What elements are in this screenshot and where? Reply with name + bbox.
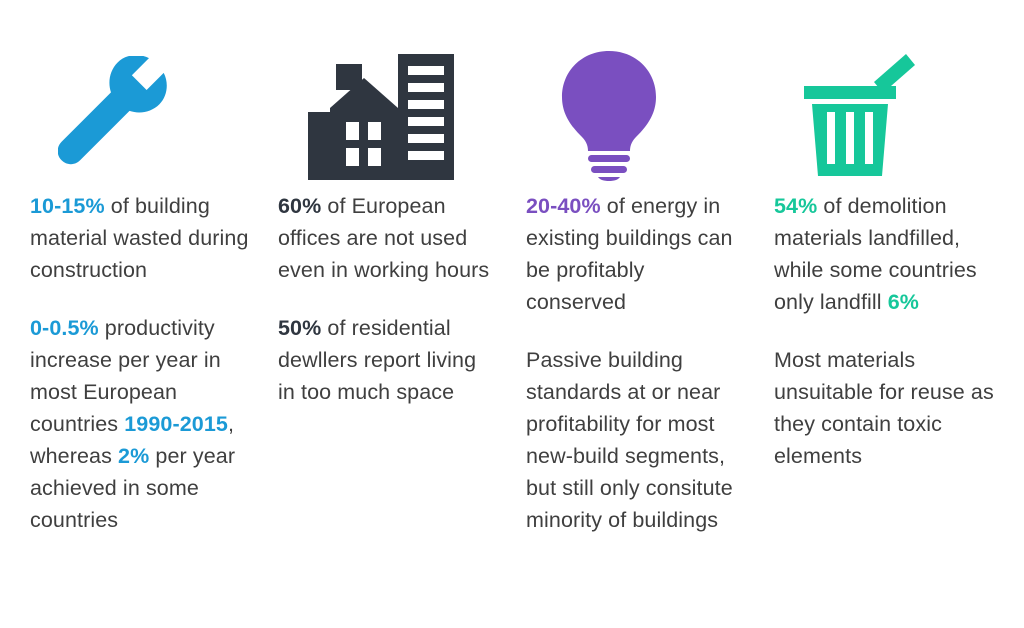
buildings-icon — [306, 50, 456, 180]
wrench-icon — [58, 56, 184, 174]
stat-body: of demolition materials landfilled, while some countries only landfill — [774, 194, 977, 314]
stat-text — [278, 190, 498, 286]
stat-body: Most materials unsuitable for reuse as they contain toxic elements — [774, 348, 994, 468]
stat-highlight: 0-0.5% — [30, 316, 99, 340]
infographic-column-demolition — [760, 40, 1008, 618]
lightbulb-icon — [554, 49, 664, 181]
stat-body: of residential dewllers report living in too much space — [278, 316, 477, 404]
stat-body: of European offices are not used even in working hours — [278, 194, 490, 282]
stat-text — [526, 190, 746, 318]
wrench-icon-container — [30, 40, 250, 190]
stat-highlight: 54% — [774, 194, 818, 218]
stat-highlight: 10-15% — [30, 194, 105, 218]
stat-body: of building material wasted during construction — [30, 194, 249, 282]
infographic-column-offices — [264, 40, 512, 618]
lightbulb-icon-container — [526, 40, 746, 190]
stat-body: productivity increase per year in most European countries — [30, 316, 221, 436]
stat-highlight: 20-40% — [526, 194, 601, 218]
stat-text — [30, 312, 250, 536]
infographic-column-energy — [512, 40, 760, 618]
stat-highlight: 6% — [887, 290, 920, 314]
stat-text — [774, 190, 994, 318]
stat-highlight: 60% — [278, 194, 322, 218]
stat-highlight: 1990-2015 — [124, 412, 228, 436]
stat-body: per year achieved in some countries — [30, 444, 236, 532]
stat-highlight: 50% — [278, 316, 322, 340]
trash-icon — [802, 52, 920, 178]
infographic-column-construction — [16, 40, 264, 618]
stat-text — [526, 344, 746, 536]
stat-body: , whereas — [30, 412, 235, 468]
trash-icon-container — [774, 40, 994, 190]
stat-text — [278, 312, 498, 408]
stat-highlight: 2% — [118, 444, 150, 468]
stat-body: of energy in existing buildings can be profitably conserved — [526, 194, 733, 314]
stat-body: Passive building standards at or near profitability for most new-build segments, but still only consitute minority of buildings — [526, 348, 733, 532]
buildings-icon-container — [278, 40, 498, 190]
stat-text — [774, 344, 994, 472]
stat-text — [30, 190, 250, 286]
